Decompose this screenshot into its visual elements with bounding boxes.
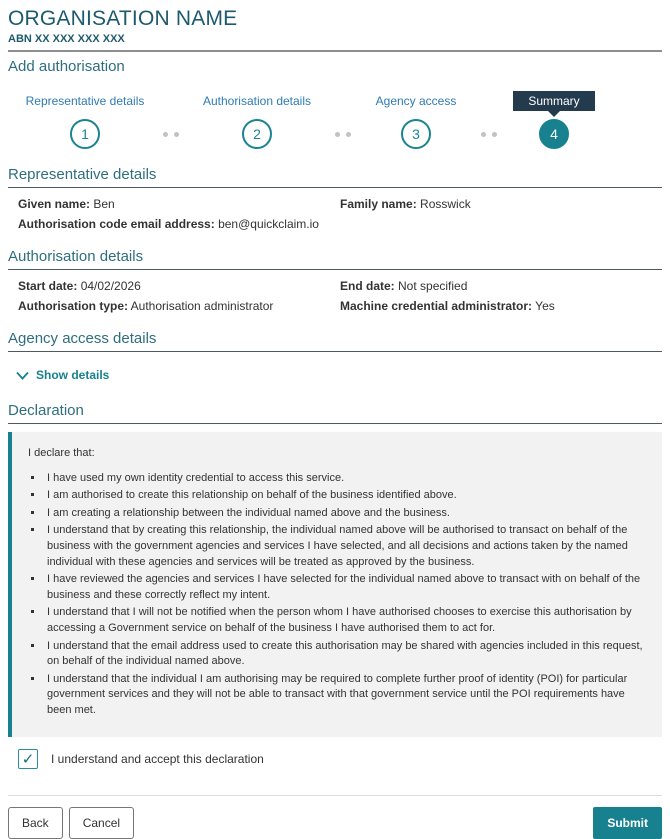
submit-button[interactable]: Submit: [593, 807, 662, 839]
email-label: Authorisation code email address:: [18, 217, 215, 231]
check-icon: ✓: [21, 750, 35, 768]
start-date-value: 04/02/2026: [80, 279, 141, 293]
organisation-name: ORGANISATION NAME: [8, 7, 238, 30]
organisation-abn: ABN XX XXX XXX XXX: [8, 33, 125, 45]
authorisation-type-value: Authorisation administrator: [130, 299, 274, 313]
step-label-agency-access[interactable]: Agency access: [375, 94, 457, 108]
page-title: Add authorisation: [8, 58, 125, 75]
header-divider: [8, 50, 662, 52]
declaration-bullet: ▪ I understand that by creating this relationship, the individual named above will be authorised to transact on behalf of the business with the government agencies and services I have selected, and all decisions and actions taken by the named individual with these agencies and services will be treated as approved by the business.: [44, 523, 646, 570]
field-start-date: [18, 279, 340, 293]
declaration-bullet: ▪ I am authorised to create this relationship on behalf of the business identified above.: [44, 488, 646, 504]
start-date-label: Start date:: [18, 279, 78, 293]
family-name-label: Family name:: [340, 197, 417, 211]
section-title-agency-access-details: Agency access details: [8, 330, 662, 352]
step-circle-1[interactable]: 1: [70, 119, 100, 149]
field-end-date: [340, 279, 662, 293]
show-details-toggle[interactable]: [16, 368, 109, 382]
field-authorisation-code-email: [18, 217, 340, 231]
declaration-bullet-list: [28, 471, 646, 719]
field-authorisation-type: [18, 299, 340, 313]
step-circle-2[interactable]: 2: [242, 119, 272, 149]
declaration-bullet: ▪ I understand that I will not be notified when the person whom I have authorised chooses to exercise this authorisation by accessing a Government service on behalf of the business I have authorised them to act for.: [44, 605, 646, 636]
field-given-name: [18, 197, 340, 211]
back-button[interactable]: Back: [8, 807, 63, 839]
authorisation-details-fields: [18, 279, 662, 313]
declaration-accept-label[interactable]: I understand and accept this declaration: [51, 751, 264, 766]
step-label-summary-badge: Summary: [513, 91, 594, 111]
declaration-bullet: ▪ I understand that the individual I am authorising may be required to complete further proof of identity (POI) for particular government services and they will not be able to transact with that government service until the POI requirements have been met.: [44, 672, 646, 719]
step-circle-3[interactable]: 3: [401, 119, 431, 149]
declaration-accept-row: [18, 749, 662, 769]
step-separator-dots: [150, 132, 192, 137]
given-name-label: Given name:: [18, 197, 91, 211]
given-name-value: Ben: [93, 197, 115, 211]
step-separator-dots: [322, 132, 364, 137]
step-label-authorisation-details[interactable]: Authorisation details: [202, 94, 312, 108]
mca-value: Yes: [535, 299, 555, 313]
step-representative-details[interactable]: [20, 91, 150, 149]
declaration-accept-checkbox[interactable]: [18, 749, 38, 769]
cancel-button[interactable]: Cancel: [69, 807, 134, 839]
footer-actions: [8, 795, 662, 839]
declaration-intro: I declare that:: [28, 446, 95, 459]
step-authorisation-details[interactable]: [192, 91, 322, 149]
step-agency-access[interactable]: [364, 91, 468, 149]
authorisation-type-label: Authorisation type:: [18, 299, 128, 313]
declaration-text-box: [8, 432, 662, 737]
end-date-label: End date:: [340, 279, 395, 293]
family-name-value: Rosswick: [420, 197, 471, 211]
mca-label: Machine credential administrator:: [340, 299, 533, 313]
representative-details-fields: [18, 197, 662, 231]
show-details-label: Show details: [36, 368, 110, 382]
email-value: ben@quickclaim.io: [218, 217, 319, 231]
section-title-representative-details: Representative details: [8, 166, 662, 188]
step-summary-active[interactable]: [510, 91, 598, 149]
field-machine-credential-administrator: [340, 299, 662, 313]
declaration-bullet: ▪ I have used my own identity credential to access this service.: [44, 471, 646, 487]
step-label-representative-details[interactable]: Representative details: [25, 94, 145, 108]
step-separator-dots: [468, 132, 510, 137]
declaration-bullet: ▪ I have reviewed the agencies and services I have selected for the individual named above to transact with on behalf of the business and these correctly reflect my intent.: [44, 572, 646, 603]
progress-stepper: [20, 91, 662, 149]
declaration-bullet: ▪ I am creating a relationship between the individual named above and the business.: [44, 506, 646, 522]
chevron-down-icon: [16, 371, 29, 380]
section-title-declaration: Declaration: [8, 402, 662, 424]
step-circle-4[interactable]: 4: [539, 119, 569, 149]
end-date-value: Not specified: [398, 279, 468, 293]
declaration-bullet: ▪ I understand that the email address used to create this authorisation may be shared with agencies included in this request, on behalf of the individual named above.: [44, 639, 646, 670]
section-title-authorisation-details: Authorisation details: [8, 248, 662, 270]
field-family-name: [340, 197, 662, 211]
